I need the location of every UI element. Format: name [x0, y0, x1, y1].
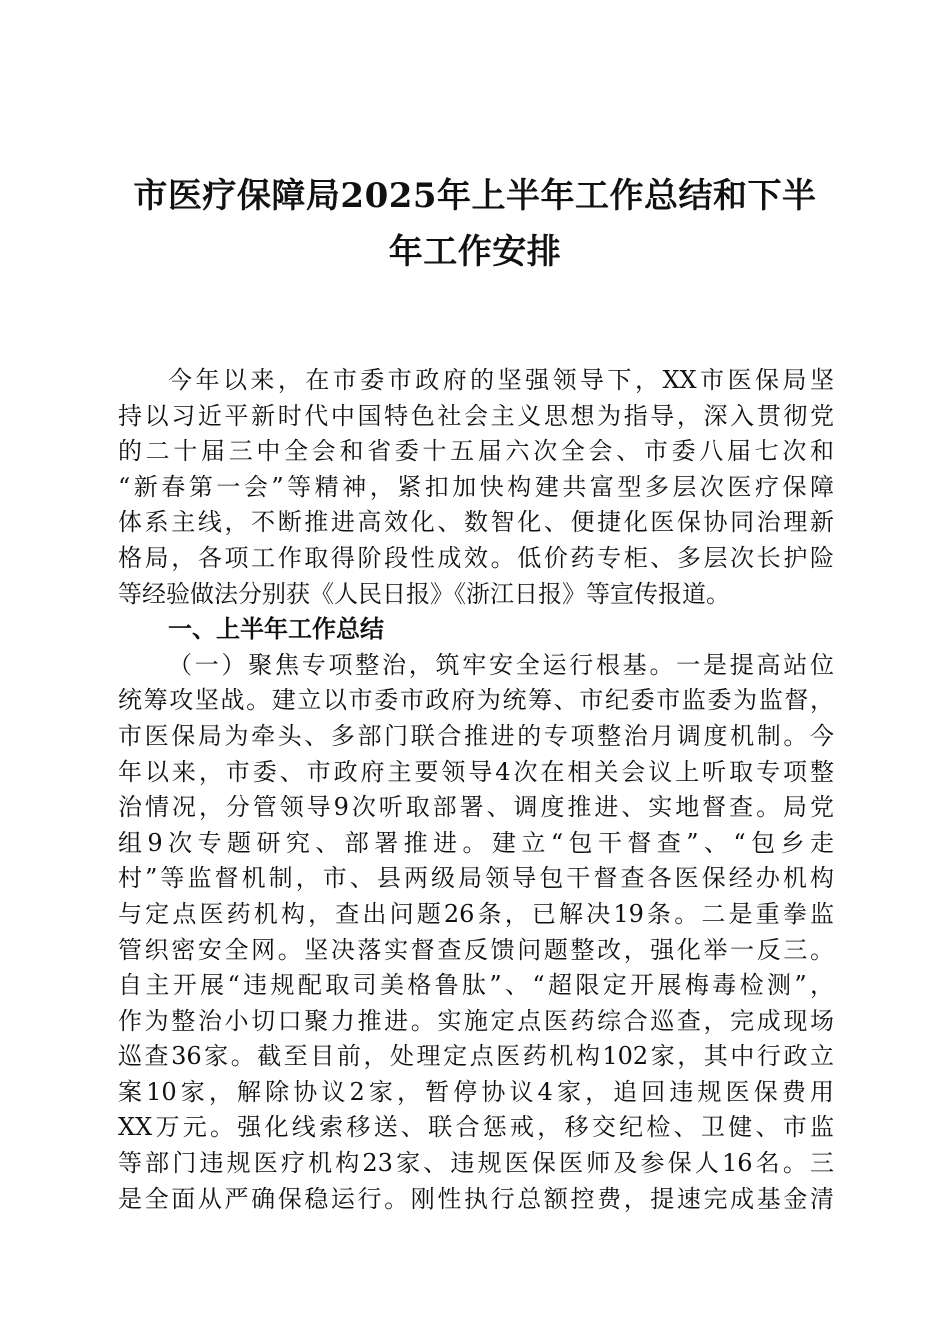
title-line-1: 市医疗保障局2025年上半年工作总结和下半	[133, 176, 817, 216]
document-title	[100, 168, 850, 280]
paragraph-line: 等部门违规医疗机构23家、违规医保医师及参保人16名。三	[118, 1149, 834, 1178]
intro-paragraph	[118, 363, 834, 612]
intro-line: 持以习近平新时代中国特色社会主义思想为指导，深入贯彻党	[118, 401, 834, 430]
document-body	[118, 363, 834, 1217]
section-heading: 一、上半年工作总结	[168, 615, 384, 644]
paragraph-line: 是全面从严确保稳运行。刚性执行总额控费，提速完成基金清	[118, 1184, 834, 1213]
paragraph-line: 组9次专题研究、部署推进。建立“包干督查”、“包乡走	[118, 828, 834, 857]
section-paragraph	[118, 648, 834, 1218]
paragraph-line: 治情况，分管领导9次听取部署、调度推进、实地督查。局党	[118, 793, 834, 822]
paragraph-line: XX万元。强化线索移送、联合惩戒，移交纪检、卫健、市监	[118, 1113, 834, 1142]
paragraph-line: 作为整治小切口聚力推进。实施定点医药综合巡查，完成现场	[118, 1006, 834, 1035]
paragraph-line: 年以来，市委、市政府主要领导4次在相关会议上听取专项整	[118, 757, 834, 786]
paragraph-line: 自主开展“违规配取司美格鲁肽”、“超限定开展梅毒检测”，	[118, 971, 834, 1000]
paragraph-line: 市医保局为牵头、多部门联合推进的专项整治月调度机制。今	[118, 721, 834, 750]
intro-line: 今年以来，在市委市政府的坚强领导下，XX市医保局坚	[168, 366, 834, 394]
paragraph-line: （一）聚焦专项整治，筑牢安全运行根基。一是提高站位	[168, 650, 834, 679]
paragraph-line: 与定点医药机构，查出问题26条，已解决19条。二是重拳监	[118, 899, 834, 928]
intro-line: 格局，各项工作取得阶段性成效。低价药专柜、多层次长护险	[118, 543, 834, 572]
title-line-2: 年工作安排	[388, 232, 562, 272]
intro-line: 等经验做法分别获《人民日报》《浙江日报》等宣传报道。	[118, 579, 730, 608]
paragraph-line: 巡查36家。截至目前，处理定点医药机构102家，其中行政立	[118, 1042, 834, 1071]
intro-line: 的二十届三中全会和省委十五届六次全会、市委八届七次和	[118, 437, 834, 466]
intro-line: “新春第一会”等精神，紧扣加快构建共富型多层次医疗保障	[118, 472, 834, 501]
paragraph-line: 统筹攻坚战。建立以市委市政府为统筹、市纪委市监委为监督，	[118, 686, 834, 715]
paragraph-line: 管织密安全网。坚决落实督查反馈问题整改，强化举一反三。	[118, 935, 834, 964]
intro-line: 体系主线，不断推进高效化、数智化、便捷化医保协同治理新	[118, 508, 834, 537]
paragraph-line: 村”等监督机制，市、县两级局领导包干督查各医保经办机构	[118, 864, 834, 893]
paragraph-line: 案10家，解除协议2家，暂停协议4家，追回违规医保费用	[118, 1077, 834, 1106]
